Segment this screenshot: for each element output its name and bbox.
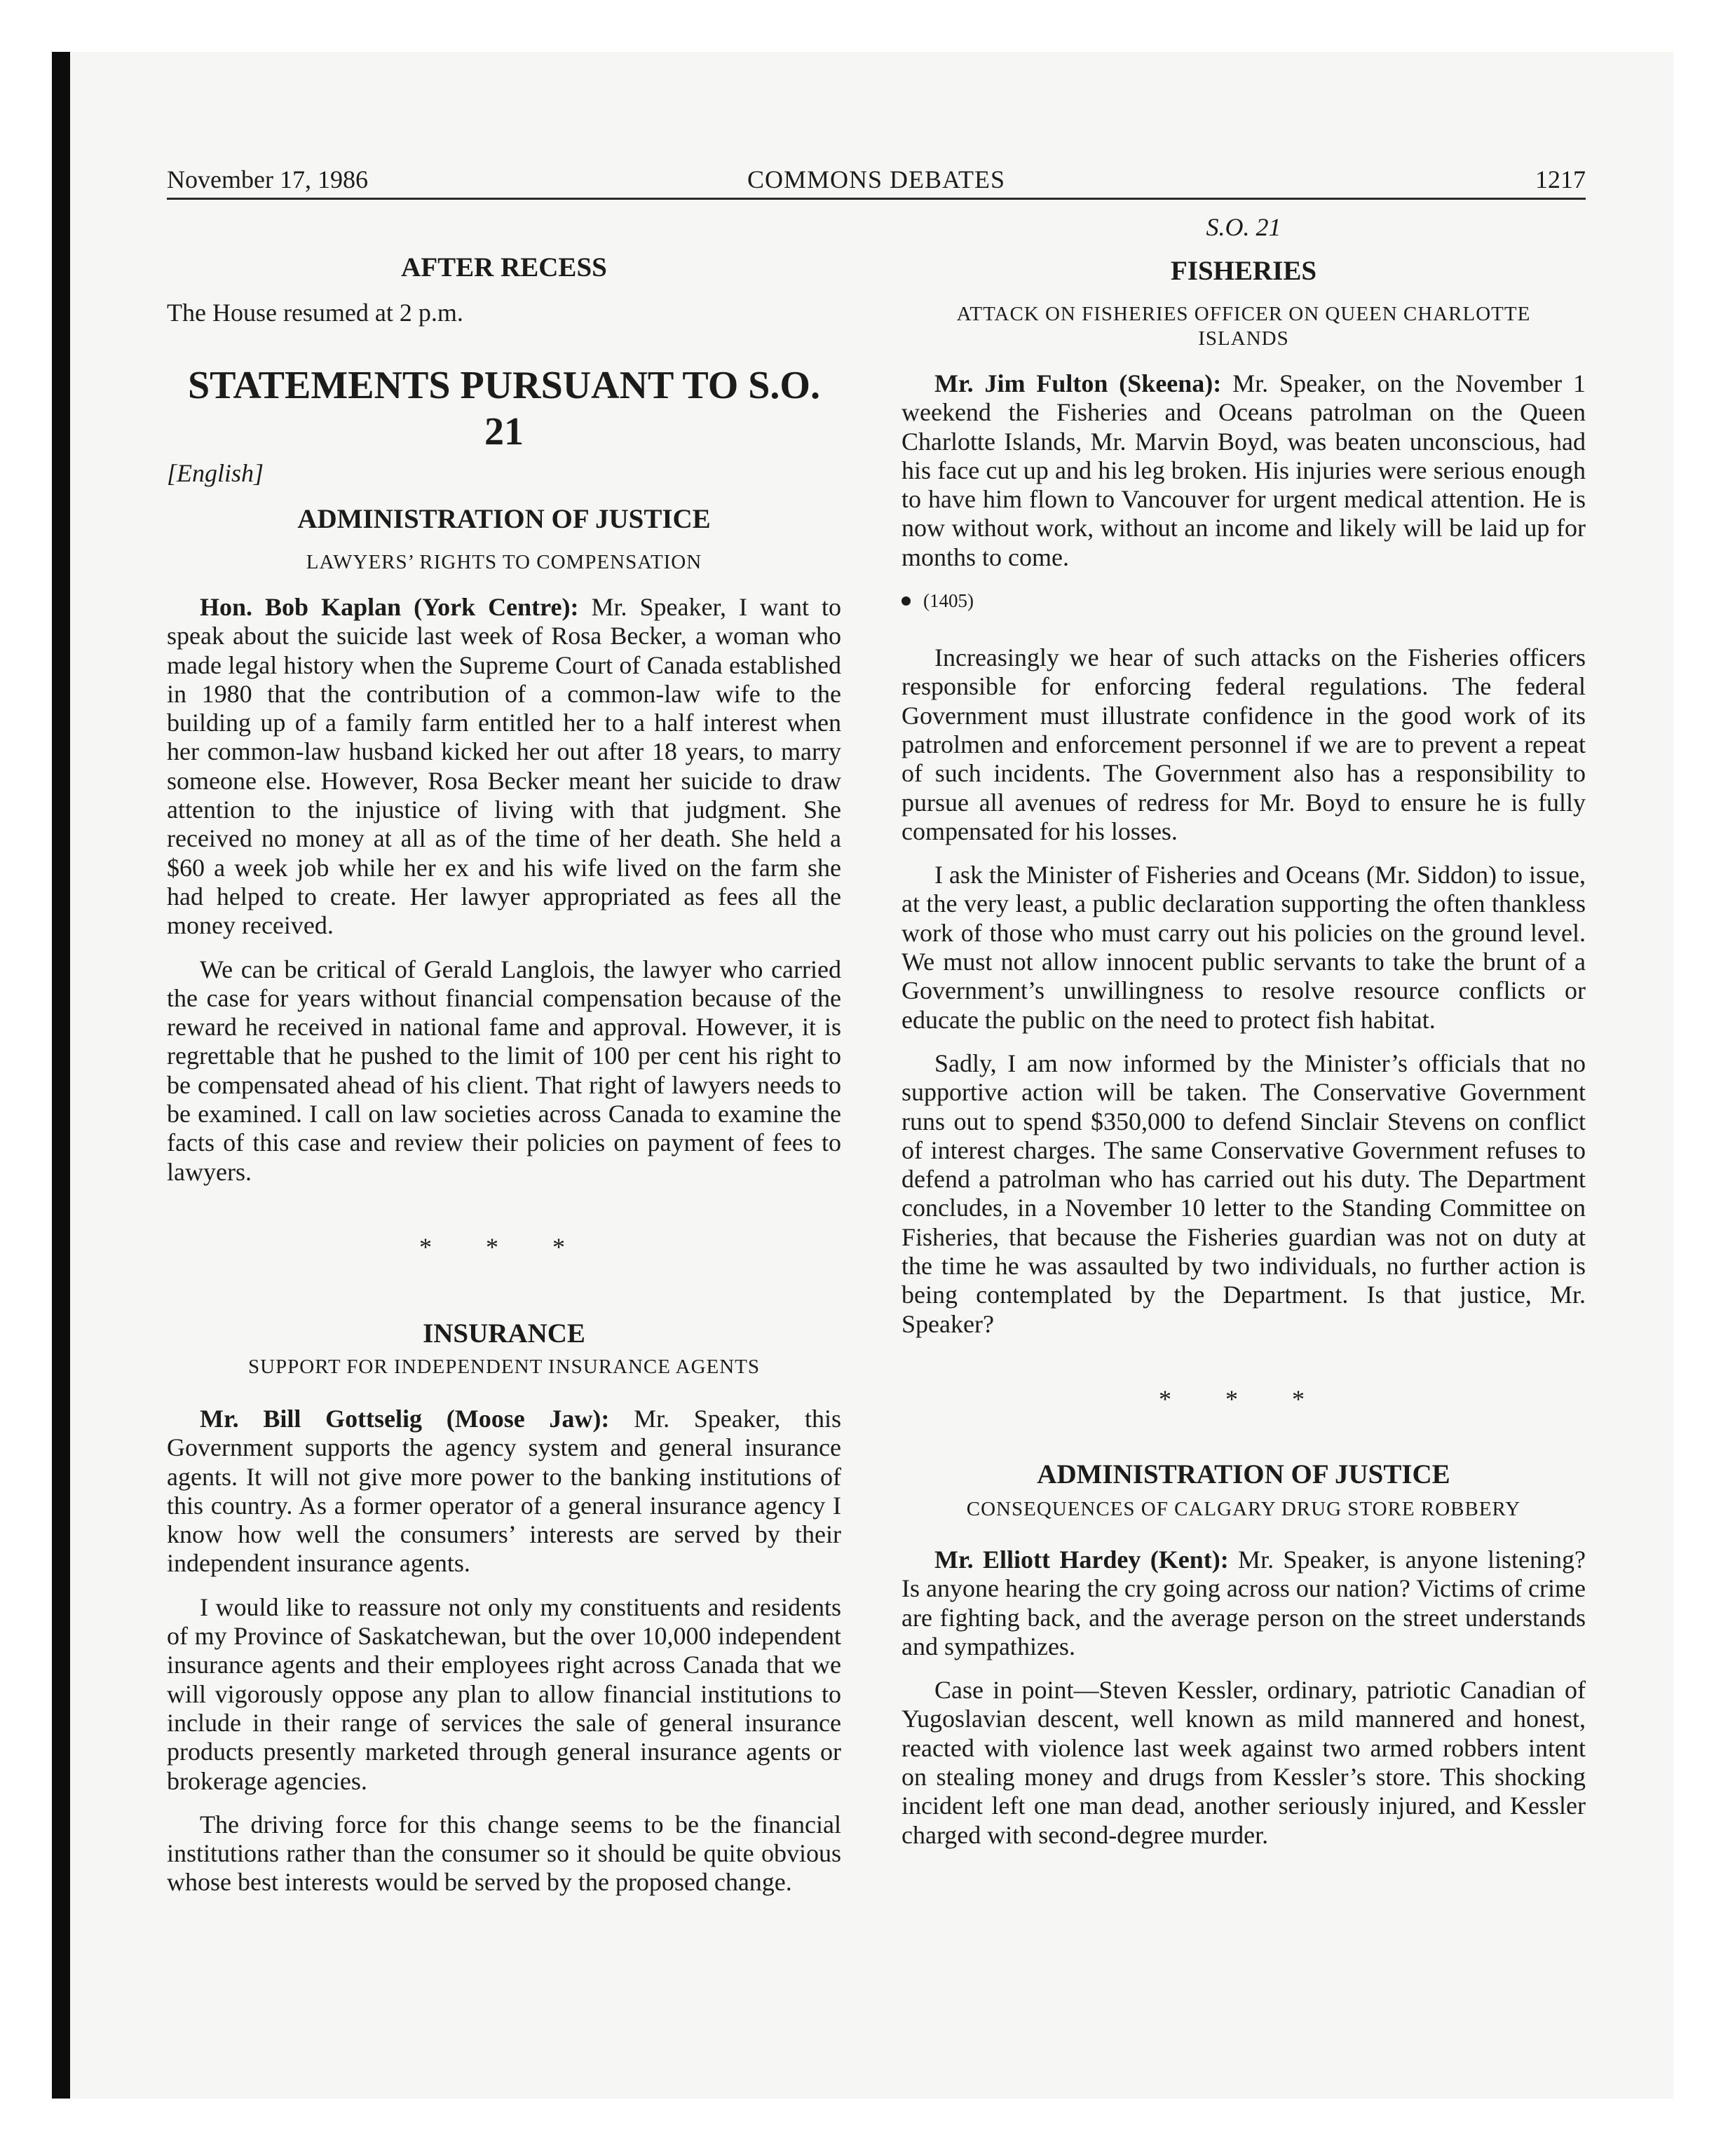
item2-heading: INSURANCE [423,1318,585,1349]
header-rule [167,198,1586,200]
item2-paragraph-1 [167,1405,841,1578]
so-label: S.O. 21 [1206,213,1281,241]
item4-speaker: Mr. Elliott Hardey (Kent): [934,1545,1229,1574]
item3-paragraph-1 [901,369,1586,572]
item2-speaker: Mr. Bill Gottselig (Moose Jaw): [200,1404,610,1433]
page-header [167,162,1586,197]
item4-paragraph-1 [901,1546,1586,1661]
statements-heading: STATEMENTS PURSUANT TO S.O. 21 [188,364,820,453]
item4-paragraph-2: Case in point—Steven Kessler, ordinary, patriotic Canadian of Yugoslavian descent, well known as mild mannered and honest, reacted with violence last week against two armed robbers intent on stealing money and drugs from Kessler’s store. This shocking incident left one man dead, another seriously injured, and Kessler charged with second-degree murder. [901,1676,1586,1849]
item3-speaker: Mr. Jim Fulton (Skeena): [934,369,1222,397]
left-column [167,251,841,1897]
after-recess-heading: AFTER RECESS [401,252,607,282]
item2-subheading: SUPPORT FOR INDEPENDENT INSURANCE AGENTS [247,1355,761,1378]
item3-paragraph-4: Sadly, I am now informed by the Minister’s officials that no supportive action will be taken. The Conservative Government runs out to spend $350,000 to defend Sinclair Stevens on conflict of interest charges. The same Conservative Government refuses to defend a patrolman who has carried out his duty. The Department concludes, in a November 10 letter to the Standing Committee on Fisheries, that because the Fisheries guardian was not on duty at the time he was assaulted by two individuals, no further action is being contemplated by the Department. Is that justice, Mr. Speaker? [901,1049,1586,1338]
item1-paragraph-1 [167,593,841,941]
item3-subheading-line-1: ATTACK ON FISHERIES OFFICER ON QUEEN CHARLOTTE [956,303,1531,325]
item3-subheading-line-2: ISLANDS [1198,327,1289,350]
scan-binding-edge [52,52,70,2099]
resumed-text: The House resumed at 2 p.m. [167,299,463,327]
time-stamp [901,589,1586,613]
bullet-icon [901,596,911,606]
item4-heading: ADMINISTRATION OF JUSTICE [1037,1459,1450,1489]
time-stamp-text: (1405) [923,590,974,612]
item1-subheading: LAWYERS’ RIGHTS TO COMPENSATION [306,551,702,573]
right-column [901,212,1586,1850]
item3-paragraph-3: I ask the Minister of Fisheries and Oceans (Mr. Siddon) to issue, at the very least, a public declaration supporting the often thankless work of those who must carry out his policies on the ground level. We must not allow innocent public servants to take the brunt of a Government’s unwillingness to resolve resource conflicts or educate the public on the need to protect fish habitat. [901,861,1586,1034]
item1-paragraph-2: We can be critical of Gerald Langlois, the lawyer who carried the case for years without financial compensation because of the reward he received in national fame and approval. However, it is regrettable that he pushed to the limit of 100 per cent his right to be compensated ahead of his client. That right of lawyers needs to be examined. I call on law societies across Canada to examine the facts of this case and review their policies on payment of fees to lawyers. [167,955,841,1186]
right-separator: * * * [1159,1384,1328,1413]
item1-heading: ADMINISTRATION OF JUSTICE [297,504,711,534]
header-page-number: 1217 [1535,165,1586,193]
item3-paragraph-2: Increasingly we hear of such attacks on the Fisheries officers responsible for enforcing federal regulations. The federal Government must illustrate confidence in the good work of its patrolmen and enforcement personnel if we are to prevent a repeat of such incidents. The Government also has a responsibility to pursue all avenues of redress for Mr. Boyd to ensure he is fully compensated for his losses. [901,643,1586,845]
header-publication: COMMONS DEBATES [747,165,1006,193]
item3-paragraph-1-text: Mr. Speaker, on the November 1 weekend the Fisheries and Oceans patrolman on the Queen Charlotte Islands, Mr. Marvin Boyd, was beaten unconscious, had his face cut up and his leg broken. His injuries were serious enough to have him flown to Vancouver for urgent medical attention. He is now without work, without an income and likely will be laid up for months to come. [901,369,1586,571]
item1-speaker: Hon. Bob Kaplan (York Centre): [200,593,579,621]
item4-paragraph-1-text: Mr. Speaker, is anyone listening? Is anyone hearing the cry going across our nation? Victims of crime are fighting back, and the average person on the street understands and sympathizes. [901,1545,1586,1660]
header-date: November 17, 1986 [167,165,368,193]
item3-heading: FISHERIES [1170,256,1317,286]
language-label: [English] [167,459,264,487]
left-separator: * * * [419,1232,589,1261]
item2-paragraph-3: The driving force for this change seems to be the financial institutions rather than the consumer so it should be quite obvious whose best interests would be served by the proposed change. [167,1810,841,1897]
item4-subheading: CONSEQUENCES OF CALGARY DRUG STORE ROBBERY [966,1497,1521,1520]
item1-paragraph-1-text: Mr. Speaker, I want to speak about the suicide last week of Rosa Becker, a woman who made legal history when the Supreme Court of Canada established in 1980 that the contribution of a common-law wife to the building up of a family farm entitled her to a half interest when her common-law husband kicked her out after 18 years, to marry someone else. However, Rosa Becker meant her suicide to draw attention to the injustice of living with that judgment. She received no money at all as of the time of her death. She held a $60 a week job while her ex and his wife lived on the farm she had helped to create. Her lawyer appropriated as fees all the money received. [167,593,841,940]
item2-paragraph-1-text: Mr. Speaker, this Government supports the agency system and general insurance agents. It will not give more power to the banking institutions of this country. As a former operator of a general insurance agency I know how well the consumers’ interests are served by their independent insurance agents. [167,1404,842,1578]
item2-paragraph-2: I would like to reassure not only my constituents and residents of my Province of Saskatchewan, but the over 10,000 independent insurance agents and their employees right across Canada that we will vigorously oppose any plan to allow financial institutions to include in their range of services the sale of general insurance products presently marketed through general insurance agents or brokerage agencies. [167,1592,841,1795]
